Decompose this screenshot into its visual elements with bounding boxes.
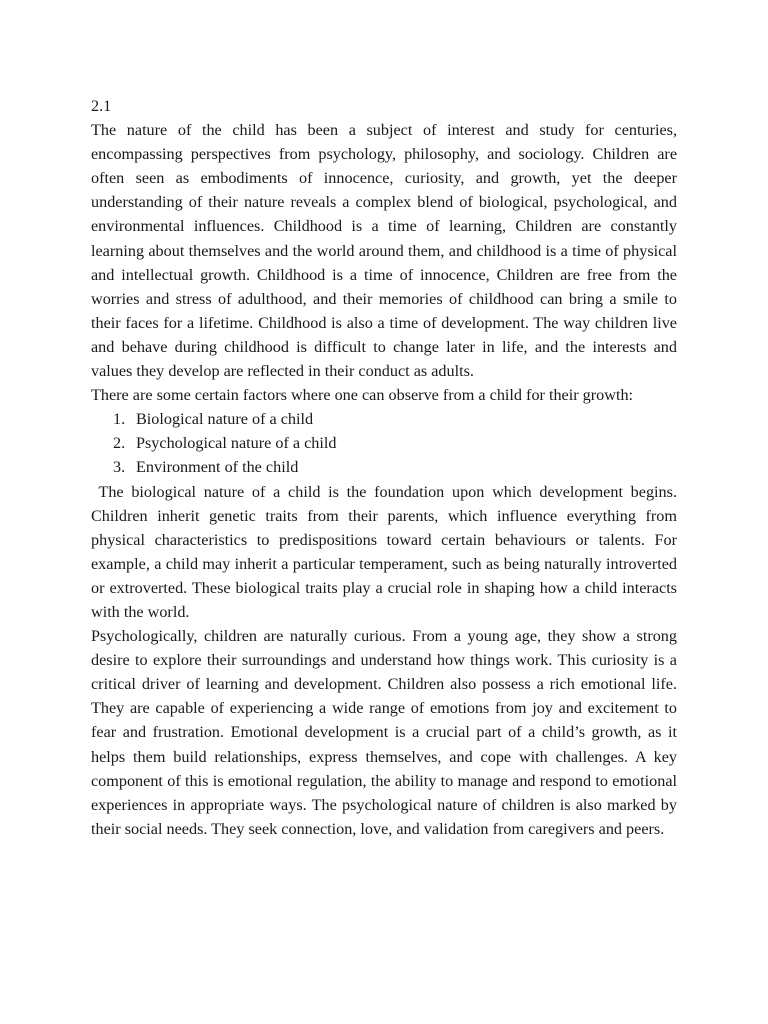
factors-intro-paragraph: There are some certain factors where one can observe from a child for their growth: xyxy=(91,386,634,405)
list-item-number: 1. xyxy=(113,410,126,429)
list-item-text: Psychological nature of a child xyxy=(136,434,337,453)
biological-paragraph xyxy=(91,480,677,625)
intro-paragraph: The nature of the child has been a subject of interest and study for centuries, encompassing perspectives from psychology, philosophy, and sociology. Children are often seen as embodiments of innocence, curiosity, and growth, yet the deeper understanding of their nature reveals a complex blend of biological, psychological, and environmental influences. Childhood is a time of learning, Children are constantly learning about themselves and the world around them, and childhood is a time of physical and intellectual growth. Childhood is a time of innocence, Children are free from the worries and stress of adulthood, and their memories of childhood can bring a smile to their faces for a lifetime. Childhood is also a time of development. The way children live and behave during childhood is difficult to change later in life, and the interests and values they develop are reflected in their conduct as adults. xyxy=(91,121,677,381)
page-content xyxy=(91,94,677,841)
list-item-text: Biological nature of a child xyxy=(136,410,314,429)
list-item-text: Environment of the child xyxy=(136,458,299,477)
section-number: 2.1 xyxy=(91,97,112,115)
list-item-number: 3. xyxy=(113,458,126,477)
factors-list xyxy=(91,407,677,479)
list-item xyxy=(91,407,677,431)
psychological-paragraph: Psychologically, children are naturally curious. From a young age, they show a strong desire to explore their surroundings and understand how things work. This curiosity is a critical driver of learning and development. Children also possess a rich emotional life. They are capable of experiencing a wide range of emotions from joy and excitement to fear and frustration. Emotional development is a crucial part of a child’s growth, as it helps them build relationships, express themselves, and cope with challenges. A key component of this is emotional regulation, the ability to manage and respond to emotional experiences in appropriate ways. The psychological nature of children is also marked by their social needs. They seek connection, love, and validation from caregivers and peers. xyxy=(91,627,677,838)
list-item xyxy=(91,431,677,455)
list-item xyxy=(91,455,677,479)
list-item-number: 2. xyxy=(113,434,126,453)
biological-paragraph-text: The biological nature of a child is the foundation upon which development begins. Children inherit genetic traits from their parents, which influence everything from physical characteristics to predispositions toward certain behaviours or talents. For example, a child may inherit a particular temperament, such as being naturally introverted or extroverted. These biological traits play a crucial role in shaping how a child interacts with the world. xyxy=(91,482,677,621)
